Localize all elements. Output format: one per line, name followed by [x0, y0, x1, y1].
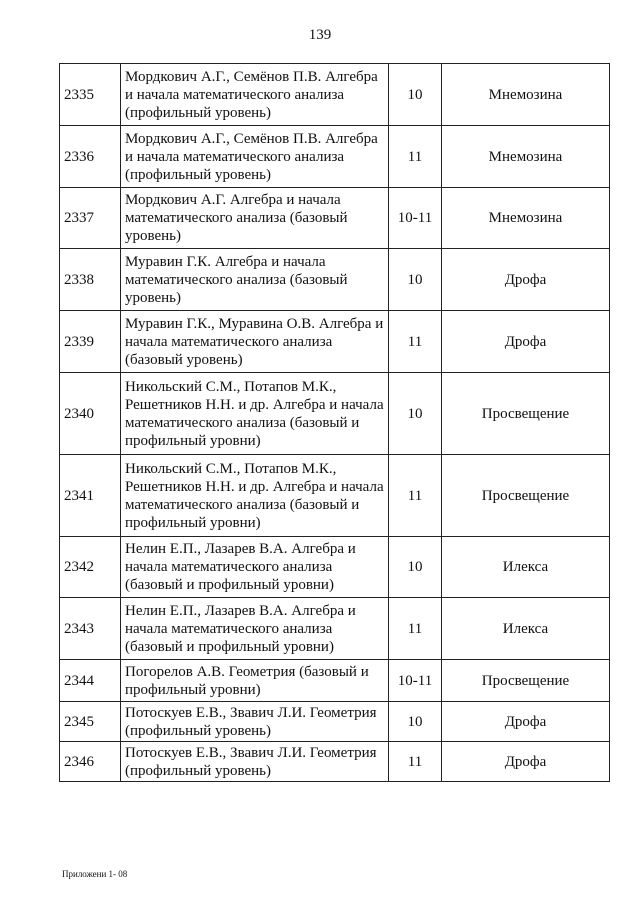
book-title: Потоскуев Е.В., Звавич Л.И. Геометрия (профильный уровень) — [121, 702, 389, 742]
row-number: 2340 — [60, 373, 121, 455]
table-row — [60, 537, 610, 598]
footer-note: Приложени 1- 08 — [62, 869, 128, 879]
grade: 11 — [389, 126, 442, 188]
row-number: 2341 — [60, 455, 121, 537]
table-row — [60, 742, 610, 782]
row-number: 2346 — [60, 742, 121, 782]
grade: 10 — [389, 373, 442, 455]
grade: 11 — [389, 455, 442, 537]
grade: 10 — [389, 537, 442, 598]
textbook-table — [59, 63, 610, 782]
publisher: Дрофа — [442, 249, 610, 311]
book-title: Муравин Г.К., Муравина О.В. Алгебра и начала математического анализа (базовый уровень) — [121, 311, 389, 373]
row-number: 2336 — [60, 126, 121, 188]
book-title: Мордкович А.Г. Алгебра и начала математического анализа (базовый уровень) — [121, 188, 389, 249]
row-number: 2338 — [60, 249, 121, 311]
grade: 10 — [389, 64, 442, 126]
publisher: Просвещение — [442, 455, 610, 537]
publisher: Дрофа — [442, 311, 610, 373]
row-number: 2345 — [60, 702, 121, 742]
grade: 11 — [389, 742, 442, 782]
table-row — [60, 188, 610, 249]
publisher: Дрофа — [442, 702, 610, 742]
publisher: Мнемозина — [442, 126, 610, 188]
row-number: 2344 — [60, 660, 121, 702]
publisher: Илекса — [442, 537, 610, 598]
grade: 11 — [389, 598, 442, 660]
table-row — [60, 455, 610, 537]
publisher: Илекса — [442, 598, 610, 660]
table-row — [60, 702, 610, 742]
table-row — [60, 373, 610, 455]
table-row — [60, 249, 610, 311]
row-number: 2337 — [60, 188, 121, 249]
row-number: 2335 — [60, 64, 121, 126]
book-title: Погорелов А.В. Геометрия (базовый и профильный уровни) — [121, 660, 389, 702]
row-number: 2339 — [60, 311, 121, 373]
publisher: Просвещение — [442, 660, 610, 702]
publisher: Просвещение — [442, 373, 610, 455]
book-title: Мордкович А.Г., Семёнов П.В. Алгебра и начала математического анализа (профильный уровень) — [121, 126, 389, 188]
book-title: Нелин Е.П., Лазарев В.А. Алгебра и начала математического анализа (базовый и профильный уровни) — [121, 598, 389, 660]
table-row — [60, 598, 610, 660]
grade: 10-11 — [389, 660, 442, 702]
book-title: Нелин Е.П., Лазарев В.А. Алгебра и начала математического анализа (базовый и профильный уровни) — [121, 537, 389, 598]
book-title: Потоскуев Е.В., Звавич Л.И. Геометрия (профильный уровень) — [121, 742, 389, 782]
grade: 10 — [389, 702, 442, 742]
publisher: Мнемозина — [442, 64, 610, 126]
grade: 10-11 — [389, 188, 442, 249]
book-title: Никольский С.М., Потапов М.К., Решетников Н.Н. и др. Алгебра и начала математического анализа (базовый и профильный уровни) — [121, 455, 389, 537]
table-row — [60, 660, 610, 702]
publisher: Дрофа — [442, 742, 610, 782]
table-row — [60, 311, 610, 373]
grade: 10 — [389, 249, 442, 311]
book-title: Мордкович А.Г., Семёнов П.В. Алгебра и начала математического анализа (профильный уровень) — [121, 64, 389, 126]
grade: 11 — [389, 311, 442, 373]
book-title: Муравин Г.К. Алгебра и начала математического анализа (базовый уровень) — [121, 249, 389, 311]
table-row — [60, 64, 610, 126]
publisher: Мнемозина — [442, 188, 610, 249]
row-number: 2342 — [60, 537, 121, 598]
page-number: 139 — [308, 27, 332, 43]
book-title: Никольский С.М., Потапов М.К., Решетников Н.Н. и др. Алгебра и начала математического анализа (базовый и профильный уровни) — [121, 373, 389, 455]
table-row — [60, 126, 610, 188]
row-number: 2343 — [60, 598, 121, 660]
